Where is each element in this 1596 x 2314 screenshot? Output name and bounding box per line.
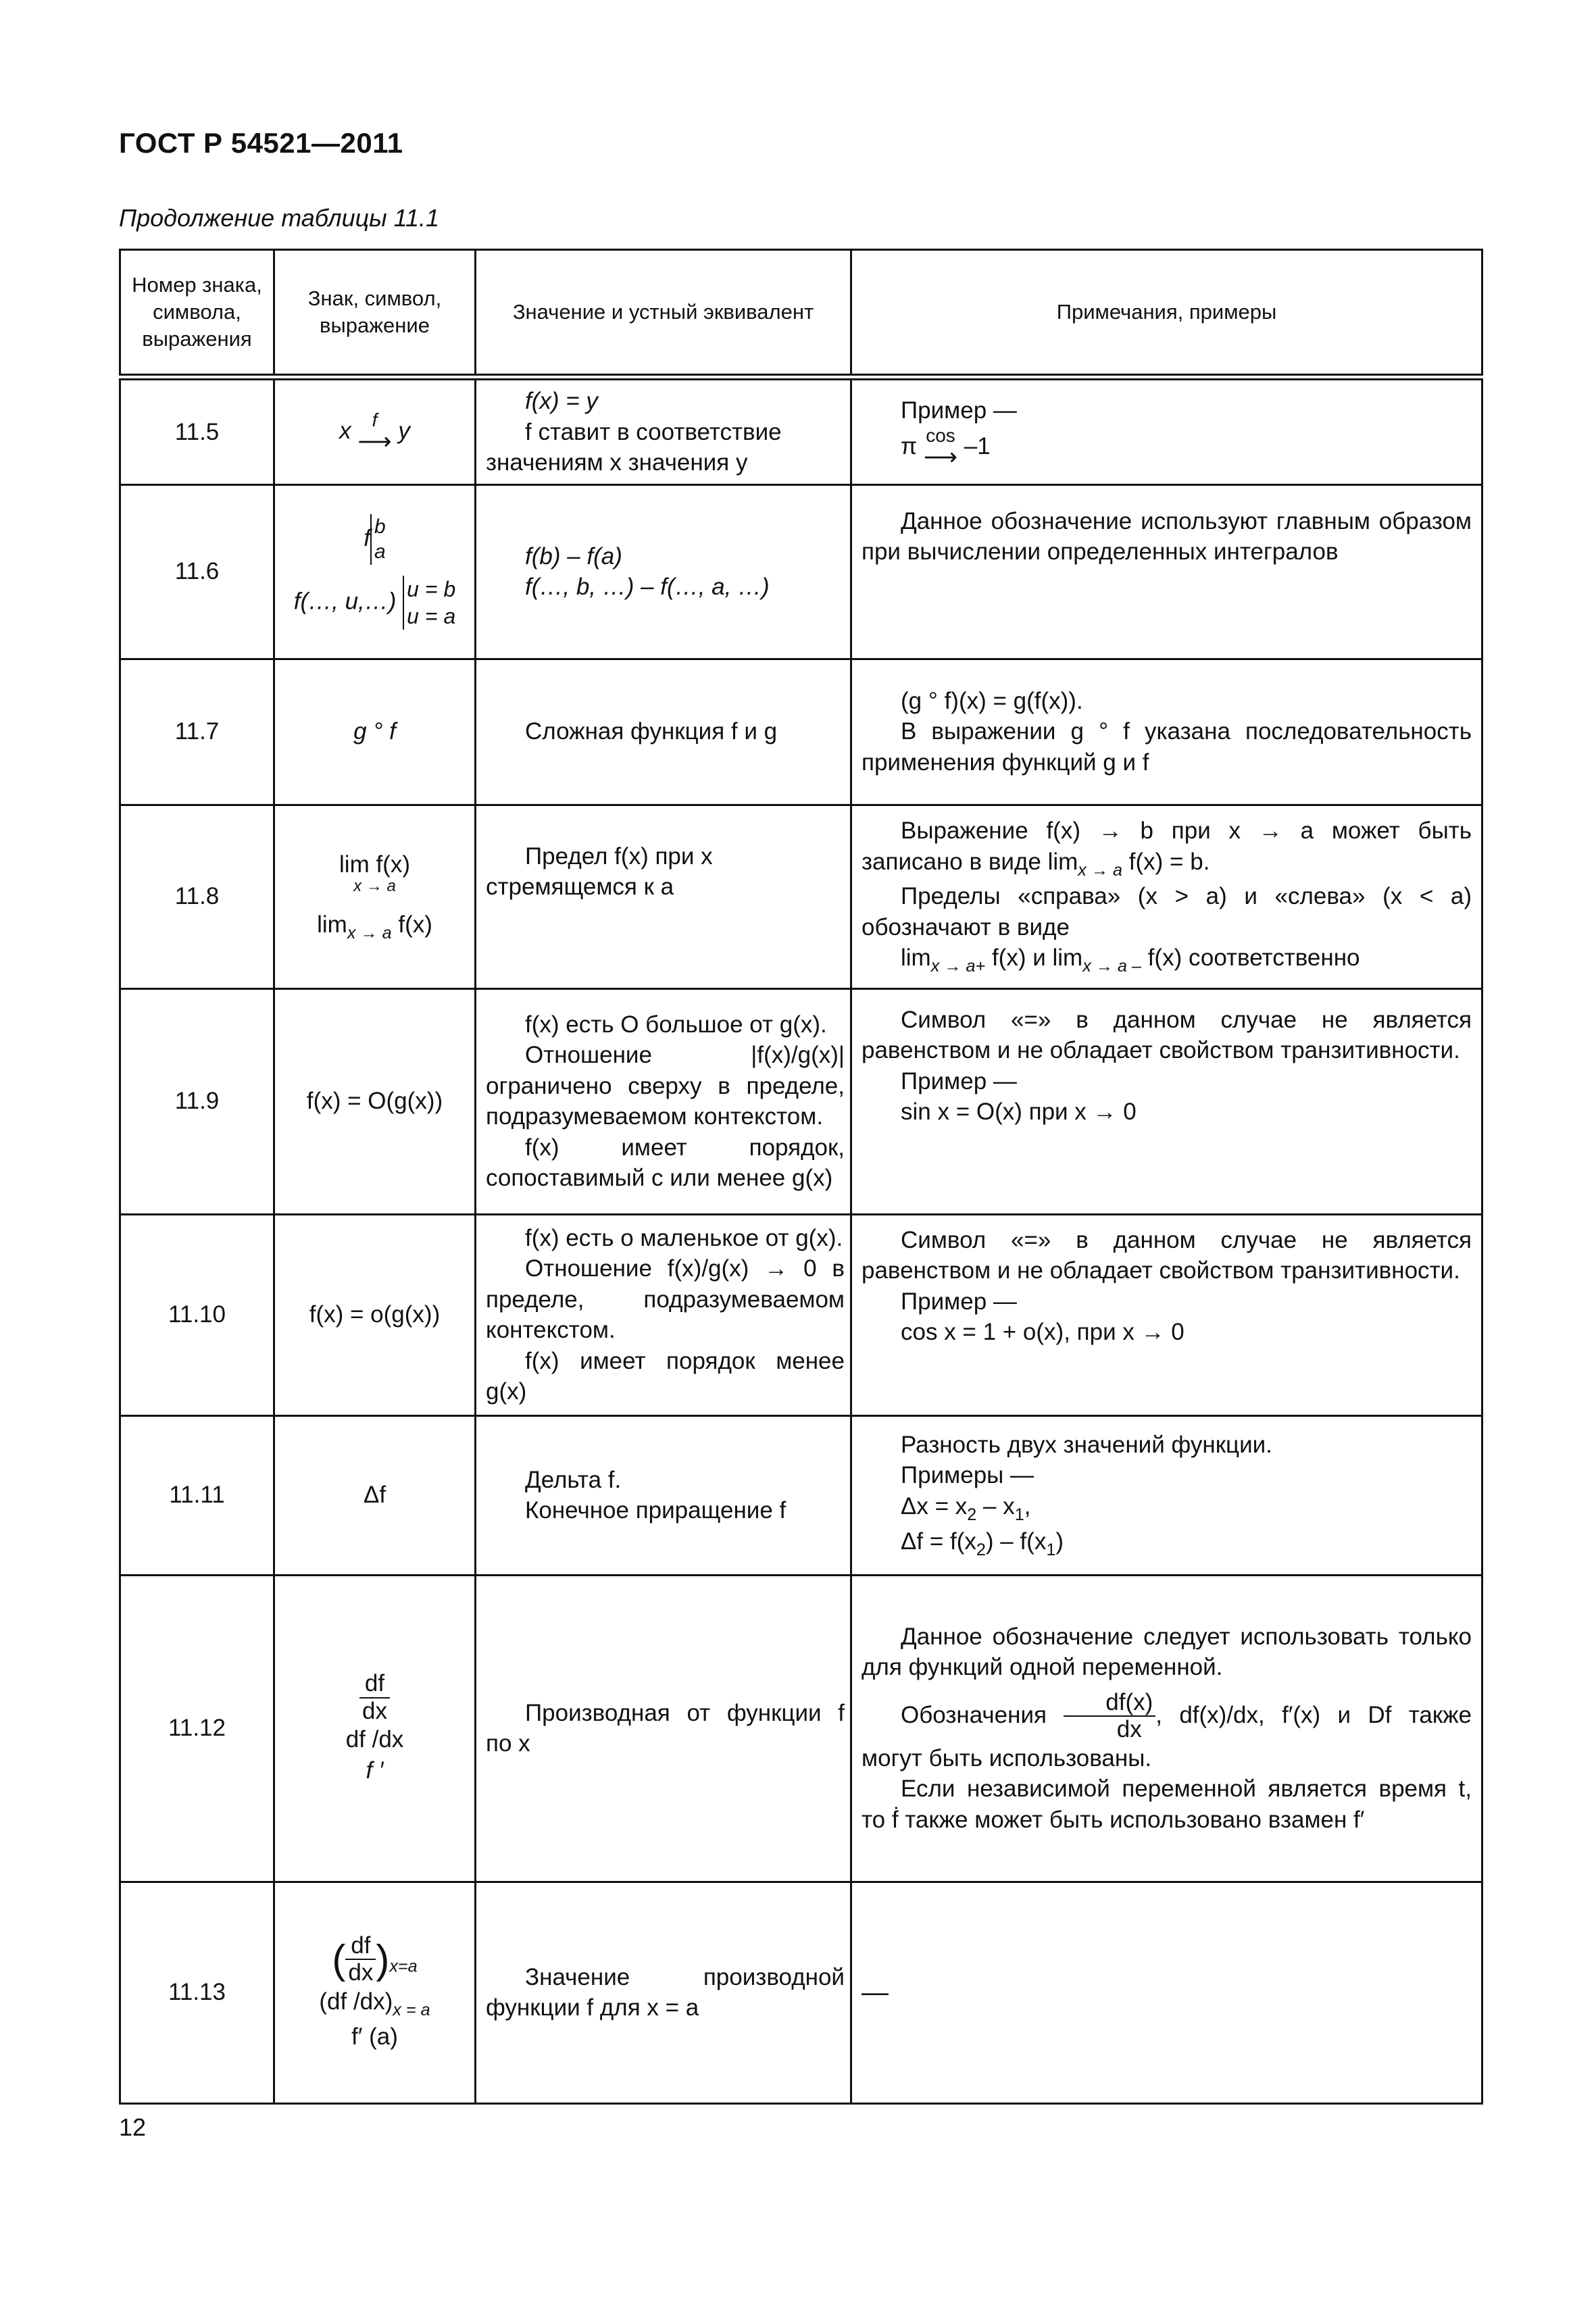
row-number: 11.9 [120,988,274,1214]
row-symbol: f(x) = o(g(x)) [274,1214,476,1415]
table-row [120,1575,1482,1882]
row-symbol: f b a f(…, u,…) u = b u = a [274,484,476,659]
row-meaning: f(x) есть о маленькое от g(x). Отношение f(x)/g(x) → 0 в пределе, подразумеваемом контекстом. f(x) имеет порядок менее g(x) [476,1214,851,1415]
row-number: 11.12 [120,1575,274,1882]
row-symbol: f(x) = O(g(x)) [274,988,476,1214]
row-note: Выражение f(x) → b при x → a может быть записано в виде $\lim_{x \to a} f(x) = b$. Пределы «справа» (x > a) и «слева» (x < a) обозначают в виде $\lim_{x \to a+} f(x)$ и $\lim_{x \to a -} f(x)$ соответственно [851,805,1482,988]
table-row [120,805,1482,988]
row-note: Данное обозначение следует использовать только для функций одной переменной. Обозначения $\frac{df(x)}{dx}$ , df(x)/dx, f′(x) и Df также могут быть использованы. Если независимой переменной является время t, то ḟ также может быть использовано взамен f′ [851,1575,1482,1882]
table-row [120,1882,1482,2103]
row-number: 11.6 [120,484,274,659]
row-symbol: lim f(x) x → a $\lim_{x \to a} f(x)$ [274,805,476,988]
row-symbol: g ° f [274,659,476,805]
col-header-meaning: Значение и устный эквивалент [476,250,851,378]
symbols-table [119,249,1483,2105]
row-symbol: x f ⟶ y [274,377,476,484]
row-meaning: f(x) есть О большое от g(x). Отношение |f(x)/g(x)| ограничено сверху в пределе, подразумеваемом контекстом. f(x) имеет порядок, сопоставимый с или менее g(x) [476,988,851,1214]
row-note: Данное обозначение используют главным образом при вычислении определенных интегралов [851,484,1482,659]
row-meaning: Сложная функция f и g [476,659,851,805]
row-note: — [851,1882,1482,2103]
row-note: Разность двух значений функции. Примеры — $\Delta x = x_2 - x_1$, $\Delta f = f(x_2) - f(x_1)$ [851,1415,1482,1575]
row-meaning: Предел f(x) при x стремящемся к a [476,805,851,988]
row-number: 11.8 [120,805,274,988]
table-row [120,377,1482,484]
row-symbol: $\frac{df}{dx}$ df /dx f ′ [274,1575,476,1882]
row-meaning: f(x) = y f ставит в соответствие значениям x значения y [476,377,851,484]
table-row [120,1214,1482,1415]
row-number: 11.10 [120,1214,274,1415]
row-meaning: f(b) – f(a) f(…, b, …) – f(…, a, …) [476,484,851,659]
col-header-number: Номер знака, символа, выражения [120,250,274,378]
row-meaning: Производная от функции f по x [476,1575,851,1882]
table-caption: Продолжение таблицы 11.1 [119,204,440,232]
row-symbol: Δf [274,1415,476,1575]
table-row [120,988,1482,1214]
table-row [120,1415,1482,1575]
row-number: 11.13 [120,1882,274,2103]
row-symbol: ( $\frac{df}{dx}$ )$_{x=a}$ (df $/dx)_{x = a}$ f′ (a) [274,1882,476,2103]
row-number: 11.5 [120,377,274,484]
row-note: Символ «=» в данном случае не является равенством и не обладает свойством транзитивности. Пример — cos x = 1 + o(x), при x → 0 [851,1214,1482,1415]
page-number: 12 [119,2113,147,2141]
row-number: 11.7 [120,659,274,805]
col-header-symbol: Знак, символ, выражение [274,250,476,378]
row-note: Пример — π cos ⟶ –1 [851,377,1482,484]
table-row [120,659,1482,805]
row-meaning: Значение производной функции f для x = a [476,1882,851,2103]
row-note: Символ «=» в данном случае не является равенством и не обладает свойством транзитивности. Пример — sin x = O(x) при x → 0 [851,988,1482,1214]
col-header-notes: Примечания, примеры [851,250,1482,378]
row-note: (g ° f)(x) = g(f(x)). В выражении g ° f указана последовательность применения функций g и f [851,659,1482,805]
table-header-row [120,250,1482,378]
document-code: ГОСТ Р 54521—2011 [119,127,403,159]
row-meaning: Дельта f. Конечное приращение f [476,1415,851,1575]
table-row [120,484,1482,659]
row-number: 11.11 [120,1415,274,1575]
